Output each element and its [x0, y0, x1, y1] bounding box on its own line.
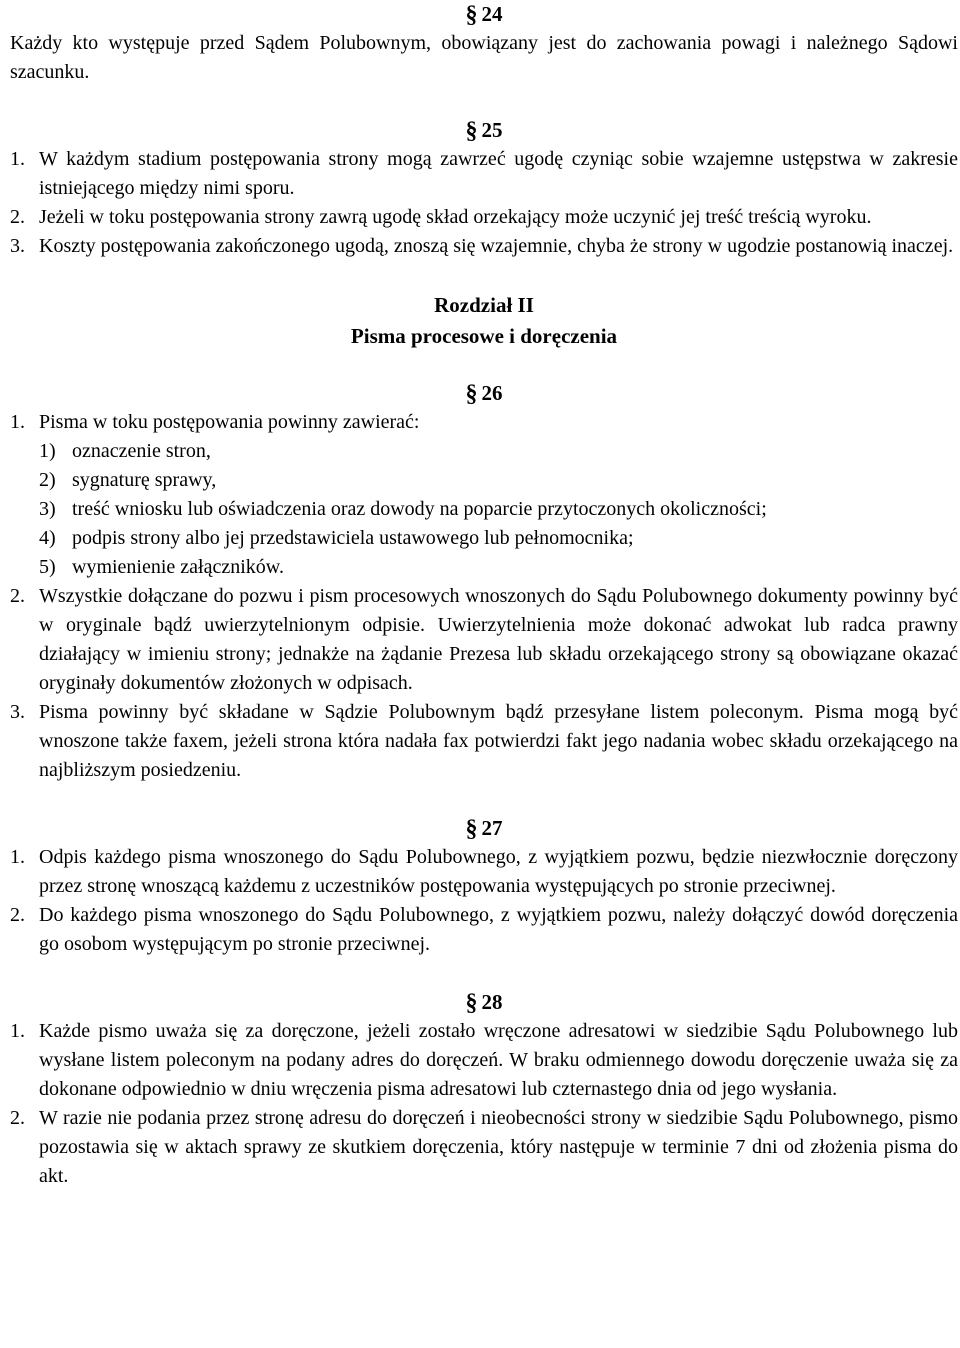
item-number: 2. — [10, 206, 25, 228]
item-text: Do każdego pisma wnoszonego do Sądu Polubownego, z wyjątkiem pozwu, należy dołączyć dowód doręczenia go osobom występującym po stronie przeciwnej. — [39, 904, 958, 955]
list-item — [10, 145, 958, 203]
item-number: 2. — [10, 1107, 25, 1129]
section-number: 24 — [481, 2, 503, 26]
section-heading-26 — [10, 379, 958, 408]
sub-item-number: 4) — [39, 527, 56, 549]
item-text: W razie nie podania przez stronę adresu do doręczeń i nieobecności strony w siedzibie Sądu Polubownego, pismo pozostawia się w aktach sprawy ze skutkiem doręczenia, który następuje w terminie 7 dni od złożenia pisma do akt. — [39, 1107, 958, 1187]
item-number: 3. — [10, 235, 25, 257]
paragraph-sign-icon: § — [465, 381, 478, 407]
item-number: 1. — [10, 846, 25, 868]
sub-list-item — [39, 524, 958, 553]
item-number: 1. — [10, 411, 25, 433]
item-text: Każde pismo uważa się za doręczone, jeżeli zostało wręczone adresatowi w siedzibie Sądu Polubownego lub wysłane listem poleconym na podany adres do doręczeń. W braku odmiennego dowodu doręczenie uważa się za dokonane odpowiednio w dniu wręczenia pisma adresatowi lub czternastego dnia od jego wysłania. — [39, 1020, 958, 1100]
sub-item-number: 2) — [39, 469, 56, 491]
sub-list-item — [39, 466, 958, 495]
section-number: 25 — [481, 118, 503, 142]
sub-list-item — [39, 553, 958, 582]
item-number: 3. — [10, 701, 25, 723]
sub-item-number: 5) — [39, 556, 56, 578]
list-item — [10, 1017, 958, 1104]
paragraph-sign-icon: § — [465, 990, 478, 1016]
list-item — [10, 232, 958, 261]
list-item — [10, 203, 958, 232]
paragraph-sign-icon: § — [465, 118, 478, 144]
chapter-subtitle: Pisma procesowe i doręczenia — [350, 324, 618, 348]
item-text: Pisma powinny być składane w Sądzie Polubownym bądź przesyłane listem poleconym. Pisma mogą być wnoszone także faxem, jeżeli strona która nadała fax potwierdzi fakt jego nadania wobec składu orzekającego na najbliższym posiedzeniu. — [39, 701, 958, 781]
section-heading-25 — [10, 116, 958, 145]
list-item — [10, 408, 958, 582]
chapter-title: Rozdział II — [434, 293, 534, 317]
sub-item-number: 3) — [39, 498, 56, 520]
section-number: 26 — [481, 381, 503, 405]
sub-item-text: sygnaturę sprawy, — [72, 469, 217, 491]
section-heading-27 — [10, 814, 958, 843]
paragraph-sign-icon: § — [465, 816, 478, 842]
sub-list-item — [39, 495, 958, 524]
sub-list-item — [39, 437, 958, 466]
list-item — [10, 1104, 958, 1191]
sub-item-text: oznaczenie stron, — [72, 440, 211, 462]
list-item — [10, 843, 958, 901]
item-text: Pisma w toku postępowania powinny zawierać: — [39, 411, 420, 433]
item-number: 2. — [10, 904, 25, 926]
sub-item-text: treść wniosku lub oświadczenia oraz dowody na poparcie przytoczonych okoliczności; — [72, 498, 767, 520]
item-number: 1. — [10, 148, 25, 170]
item-text: W każdym stadium postępowania strony mogą zawrzeć ugodę czyniąc sobie wzajemne ustępstwa w zakresie istniejącego między nimi sporu. — [39, 148, 958, 199]
item-text: Wszystkie dołączane do pozwu i pism procesowych wnoszonych do Sądu Polubownego dokumenty powinny być w oryginale bądź uwierzytelnionym odpisie. Uwierzytelnienia może dokonać adwokat lub radca prawny działający w imieniu strony; jednakże na żądanie Prezesa lub składu orzekającego strony są obowiązane okazać oryginały dokumentów złożonych w odpisach. — [39, 585, 958, 694]
section-number: 27 — [481, 816, 503, 840]
sub-item-text: wymienienie załączników. — [72, 556, 284, 578]
item-text: Koszty postępowania zakończonego ugodą, znoszą się wzajemnie, chyba że strony w ugodzie postanowią inaczej. — [39, 235, 954, 257]
item-number: 1. — [10, 1020, 25, 1042]
item-text: Jeżeli w toku postępowania strony zawrą ugodę skład orzekający może uczynić jej treść treścią wyroku. — [39, 206, 872, 228]
list-item — [10, 582, 958, 698]
section-heading-24 — [10, 0, 958, 29]
section-heading-28 — [10, 988, 958, 1017]
item-number: 2. — [10, 585, 25, 607]
list-item — [10, 698, 958, 785]
sub-item-text: podpis strony albo jej przedstawiciela ustawowego lub pełnomocnika; — [72, 527, 634, 549]
list-item — [10, 901, 958, 959]
sub-item-number: 1) — [39, 440, 56, 462]
section-number: 28 — [481, 990, 503, 1014]
item-text: Odpis każdego pisma wnoszonego do Sądu Polubownego, z wyjątkiem pozwu, będzie niezwłocznie doręczony przez stronę wnoszącą każdemu z uczestników postępowania występujących po stronie przeciwnej. — [39, 846, 958, 897]
paragraph-sign-icon: § — [465, 2, 478, 28]
section-24-text: Każdy kto występuje przed Sądem Polubownym, obowiązany jest do zachowania powagi i należnego Sądowi szacunku. — [10, 32, 958, 83]
document-page — [10, 0, 958, 1191]
